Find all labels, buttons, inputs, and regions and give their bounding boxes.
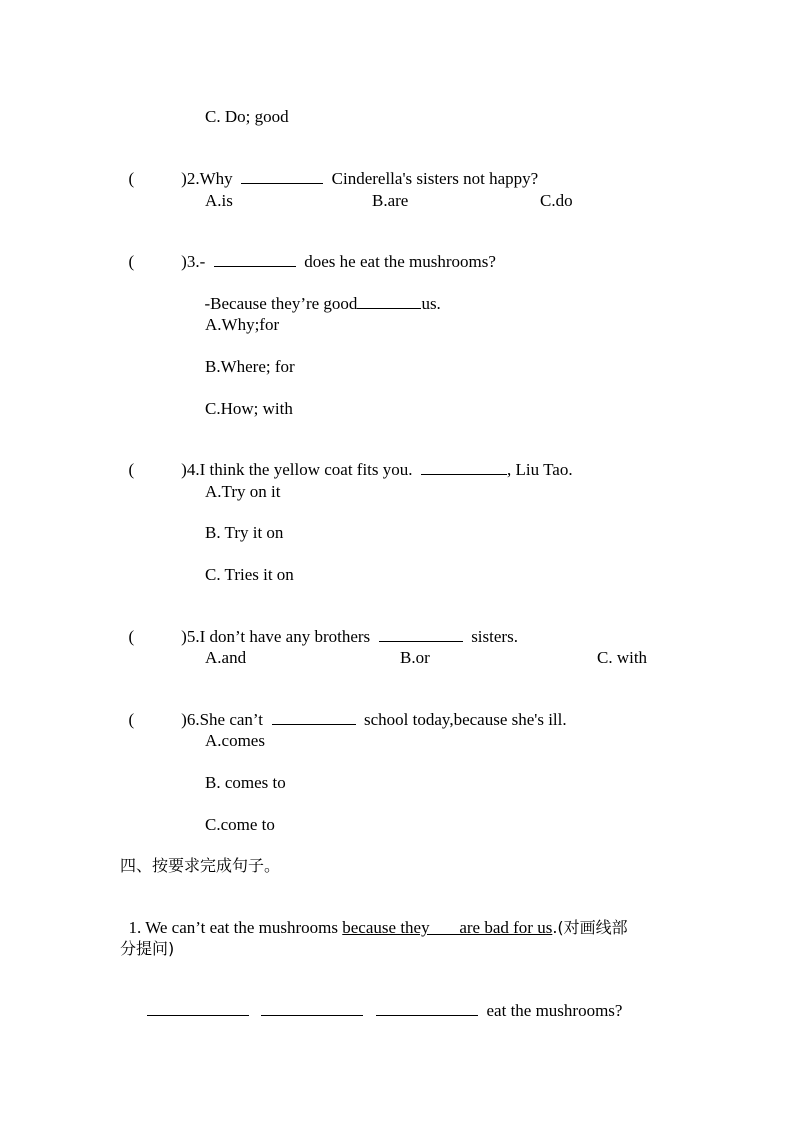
question-3 xyxy=(120,232,496,272)
option-a: A.Why;for xyxy=(205,315,280,334)
option-c: C.come to xyxy=(205,815,275,834)
answer-text-rest: us. xyxy=(421,294,441,313)
question-4 xyxy=(120,440,573,480)
fill-blank[interactable] xyxy=(357,294,421,309)
option-b: B.are xyxy=(372,191,409,210)
answer-paren-open: ( xyxy=(128,710,135,729)
question-2 xyxy=(120,149,538,189)
fill-blank[interactable] xyxy=(272,710,356,725)
answer-paren-close: ) xyxy=(181,710,187,729)
question-text: 3.- xyxy=(186,252,206,271)
fill-blank[interactable] xyxy=(261,1001,363,1016)
underlined-part: because they are bad for us xyxy=(342,918,553,937)
answer-paren-open: ( xyxy=(128,252,135,271)
option-c: C.do xyxy=(540,191,573,210)
fill-blank[interactable] xyxy=(376,1001,478,1016)
answer-text: -Because they’re good xyxy=(204,294,358,313)
question-text: 4.I think the yellow coat fits you. xyxy=(186,460,413,479)
answer-paren-open: ( xyxy=(128,627,135,646)
answer-paren-close: ) xyxy=(181,252,187,271)
question-6 xyxy=(120,690,567,730)
answer-line xyxy=(196,274,441,314)
option-a: A.comes xyxy=(205,731,265,750)
answer-paren-open: ( xyxy=(128,169,135,188)
question-5 xyxy=(120,607,518,647)
question-text: 2.Why xyxy=(186,169,233,188)
fill-blank[interactable] xyxy=(147,1001,249,1016)
answer-paren-open: ( xyxy=(128,460,135,479)
question-text-rest: Cinderella's sisters not happy? xyxy=(331,169,539,188)
section-heading: 四、按要求完成句子。 xyxy=(120,856,281,875)
question-text: 6.She can’t xyxy=(186,710,264,729)
fill-blank[interactable] xyxy=(421,460,507,475)
instruction-text: .(对画线部 xyxy=(552,918,628,937)
fill-blank[interactable] xyxy=(214,252,296,267)
option-b: B. Try it on xyxy=(205,523,284,542)
option-a: A.and xyxy=(205,648,247,667)
answer-paren-close: ) xyxy=(181,169,187,188)
option-b: B. comes to xyxy=(205,773,286,792)
option-b: B.Where; for xyxy=(205,357,295,376)
question-text: 5.I don’t have any brothers xyxy=(186,627,371,646)
answer-paren-close: ) xyxy=(181,460,187,479)
q1-option-c: C. Do; good xyxy=(205,107,289,126)
option-b: B.or xyxy=(400,648,430,667)
option-a: A.Try on it xyxy=(205,482,281,501)
question-text-rest: sisters. xyxy=(471,627,518,646)
option-c: C. with xyxy=(597,648,648,667)
question-text-rest: school today,because she's ill. xyxy=(364,710,567,729)
instruction-continuation: 分提问) xyxy=(120,939,175,958)
fill-blank[interactable] xyxy=(379,627,463,642)
question-text-rest: , Liu Tao. xyxy=(507,460,573,479)
question-text-rest: does he eat the mushrooms? xyxy=(304,252,496,271)
option-c: C.How; with xyxy=(205,399,293,418)
option-a: A.is xyxy=(205,191,233,210)
sentence-1 xyxy=(120,898,628,938)
fill-blank[interactable] xyxy=(241,169,323,184)
answer-paren-close: ) xyxy=(181,627,187,646)
answer-tail-text: eat the mushrooms? xyxy=(486,1001,623,1020)
answer-line xyxy=(138,981,622,1021)
sentence-text: 1. We can’t eat the mushrooms xyxy=(128,918,343,937)
option-c: C. Tries it on xyxy=(205,565,294,584)
